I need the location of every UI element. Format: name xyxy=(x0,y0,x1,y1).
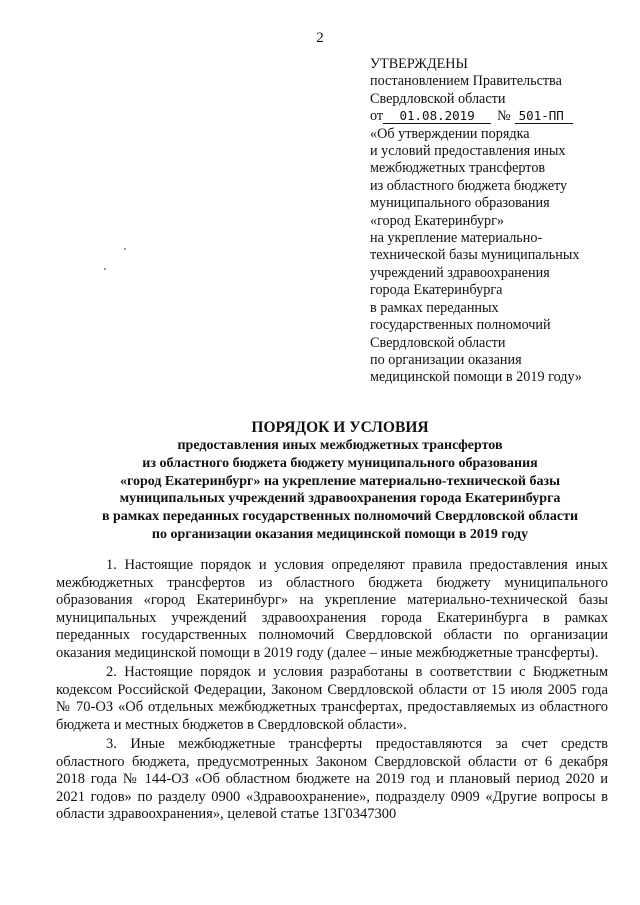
heading-subtitle-line: муниципальных учреждений здравоохранения города Екатеринбурга xyxy=(119,491,561,507)
scan-speck xyxy=(124,248,126,250)
approval-date-row xyxy=(370,108,630,125)
decree-title-line: «Об утверждении порядка xyxy=(370,125,530,142)
date-prefix: от xyxy=(370,108,384,125)
approval-title: УТВЕРЖДЕНЫ xyxy=(370,56,468,72)
decree-title-line: города Екатеринбурга xyxy=(370,282,503,299)
document-heading xyxy=(60,418,620,544)
paragraph-1: 1. Настоящие порядок и условия определяют правила предоставления иных межбюджетных трансфертов из областного бюджета бюджету муниципального образования «город Екатеринбург» на укрепление материально-технической базы муниципальных учреждений здравоохранения города Екатеринбурга в рамках переданных государственных полномочий Свердловской области по организации оказания медицинской помощи в 2019 году (далее – иные межбюджетные трансферты). xyxy=(56,557,608,661)
decree-title-line: межбюджетных трансфертов xyxy=(370,160,546,177)
approval-date: 01.08.2019 xyxy=(383,109,491,124)
heading-subtitle-line: в рамках переданных государственных полномочий Свердловской области xyxy=(101,509,579,525)
heading-title: ПОРЯДОК И УСЛОВИЯ xyxy=(251,419,429,436)
decree-title-line: в рамках переданных xyxy=(370,299,499,316)
decree-title-line: «город Екатеринбург» xyxy=(370,212,505,229)
decree-title-line: Свердловской области xyxy=(370,334,506,351)
decree-title-line: учреждений здравоохранения xyxy=(370,264,550,281)
decree-title-line: из областного бюджета бюджету xyxy=(370,177,568,194)
decree-title-line: и условий предоставления иных xyxy=(370,143,566,160)
paragraph-2: 2. Настоящие порядок и условия разработаны в соответствии с Бюджетным кодексом Российской Федерации, Законом Свердловской области от 15 июля 2005 года № 70-ОЗ «Об отдельных межбюджетных трансфертах, предоставляемых из областного бюджета и местных бюджетов в Свердловской области». xyxy=(56,664,608,733)
page-number: 2 xyxy=(316,30,324,46)
approval-line-1: постановлением Правительства xyxy=(370,73,562,90)
approval-line-2: Свердловской области xyxy=(370,90,506,107)
decree-title-line: медицинской помощи в 2019 году» xyxy=(370,369,583,386)
decree-title-line: государственных полномочий xyxy=(370,317,551,334)
scan-speck xyxy=(104,268,106,270)
decree-title-line: муниципального образования xyxy=(370,195,550,212)
decree-title-line: на укрепление материально- xyxy=(370,230,543,247)
approval-number: 501-ПП xyxy=(515,109,573,124)
approval-block xyxy=(370,56,630,387)
heading-subtitle-line: из областного бюджета бюджету муниципального образования xyxy=(142,455,538,471)
document-body xyxy=(56,557,608,825)
heading-subtitle-line: предоставления иных межбюджетных трансфертов xyxy=(177,438,503,453)
heading-subtitle-line: по организации оказания медицинской помощи в 2019 году xyxy=(151,526,529,542)
heading-subtitle-line: «город Екатеринбург» на укрепление материально-технической базы xyxy=(119,473,561,489)
number-sign: № xyxy=(497,108,511,125)
paragraph-3: 3. Иные межбюджетные трансферты предоставляются за счет средств областного бюджета, предусмотренных Законом Свердловской области от 6 декабря 2018 года № 144-ОЗ «Об областном бюджете на 2019 год и плановый период 2020 и 2021 годов» по разделу 0900 «Здравоохранение», подразделу 0909 «Другие вопросы в области здравоохранения», целевой статье 13Г0347300 xyxy=(56,735,608,823)
decree-title-line: технической базы муниципальных xyxy=(370,247,580,264)
decree-title-line: по организации оказания xyxy=(370,351,522,368)
